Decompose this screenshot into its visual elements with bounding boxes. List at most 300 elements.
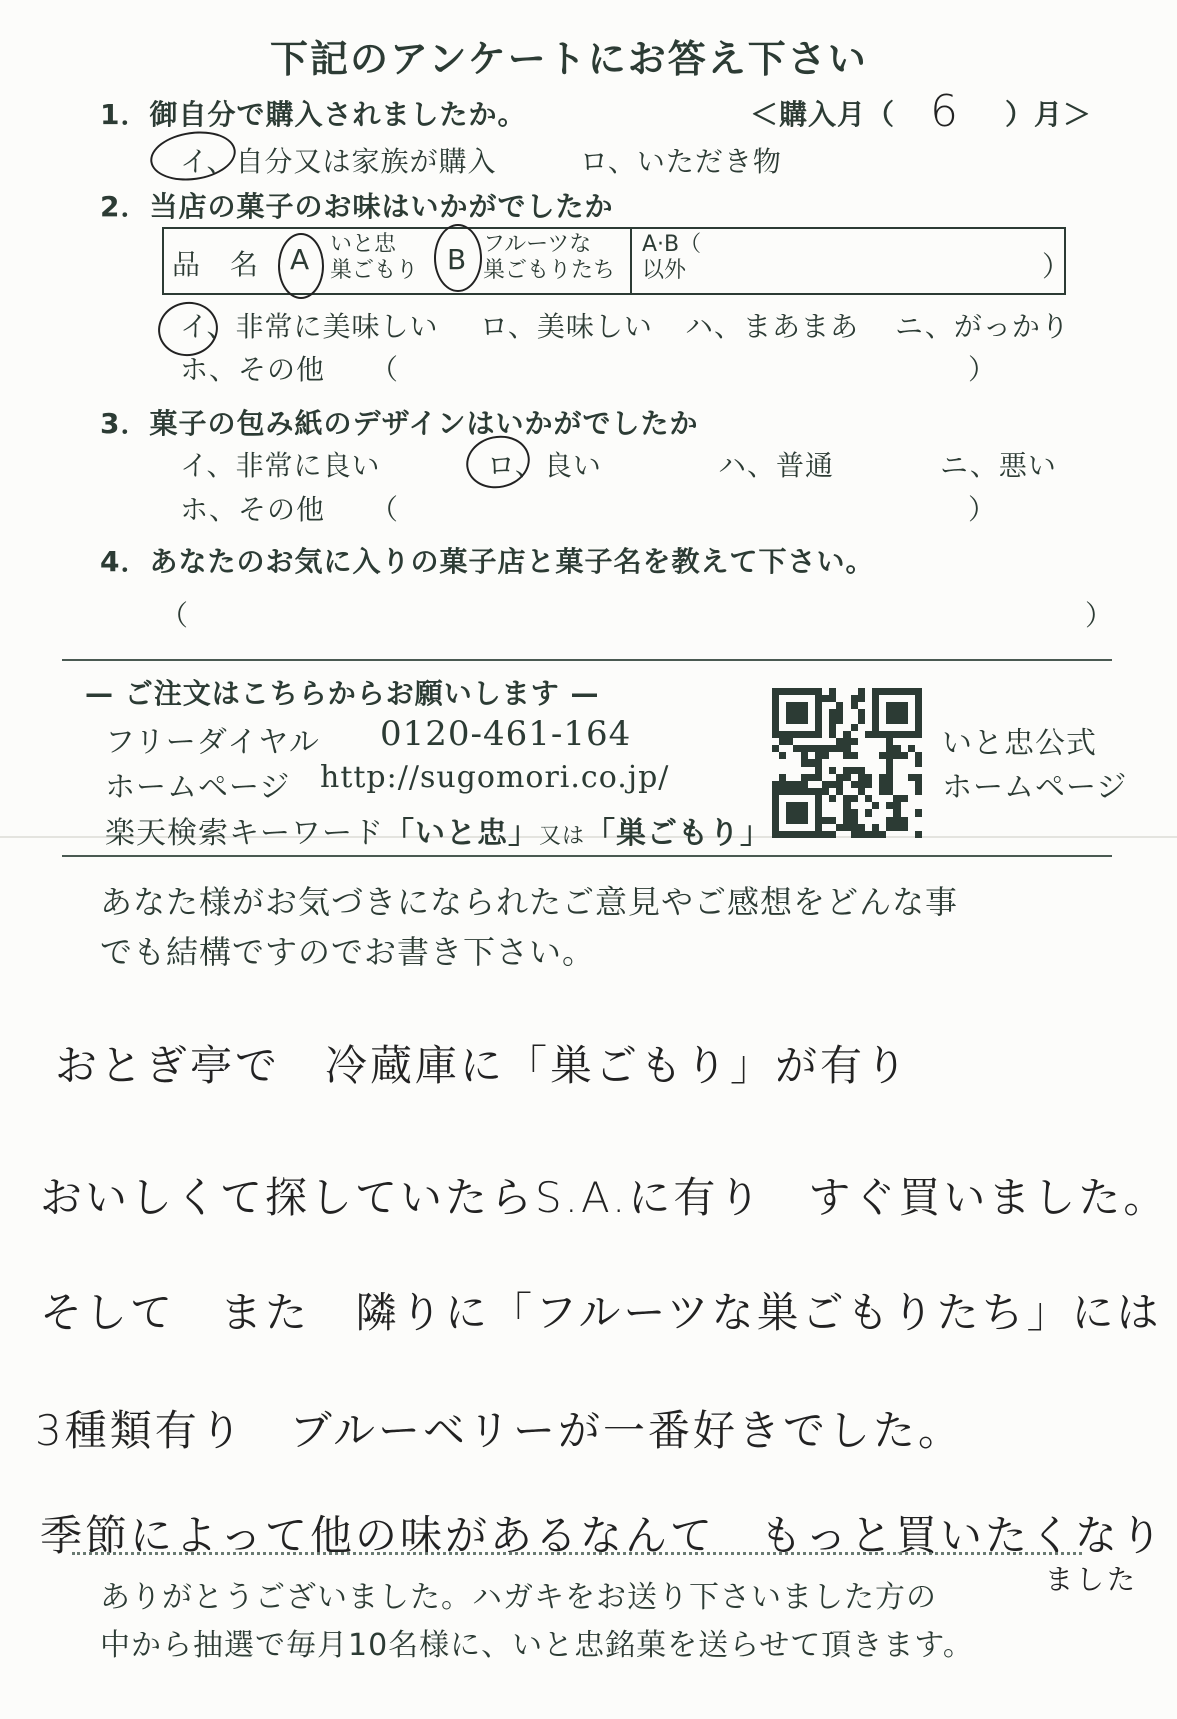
qr-module <box>836 831 843 838</box>
qr-module <box>801 759 808 766</box>
qr-module <box>886 817 893 824</box>
qr-module <box>858 767 865 774</box>
qr-module <box>815 709 822 716</box>
qr-module <box>901 802 908 809</box>
qr-module <box>851 831 858 838</box>
qr-module <box>858 831 865 838</box>
qr-module <box>851 781 858 788</box>
qr-module <box>808 688 815 695</box>
q2-option-i: イ、非常に美味しい <box>180 310 439 343</box>
qr-module <box>779 731 786 738</box>
qr-module <box>879 802 886 809</box>
qr-module <box>786 717 793 724</box>
q2-option-ha: ハ、まあまあ <box>685 310 860 343</box>
qr-module <box>901 731 908 738</box>
qr-module <box>822 724 829 731</box>
qr-module <box>829 759 836 766</box>
qr-module <box>815 809 822 816</box>
qr-module <box>843 717 850 724</box>
qr-module <box>829 688 836 695</box>
qr-module <box>829 809 836 816</box>
qr-module <box>801 788 808 795</box>
handwritten-line-5: 季節によって他の味があるなんて もっと買いたくなり <box>40 1511 1166 1560</box>
qr-module <box>772 809 779 816</box>
qr-module <box>872 709 879 716</box>
qr-module <box>786 759 793 766</box>
qr-module <box>779 809 786 816</box>
qr-module <box>908 702 915 709</box>
qr-module <box>822 738 829 745</box>
qr-module <box>893 759 900 766</box>
qr-module <box>815 724 822 731</box>
qr-module <box>779 788 786 795</box>
qr-module <box>801 802 808 809</box>
qr-module <box>793 824 800 831</box>
qr-module <box>858 809 865 816</box>
qr-module <box>915 809 922 816</box>
qr-module <box>801 767 808 774</box>
qr-module <box>808 695 815 702</box>
qr-module <box>808 738 815 745</box>
qr-module <box>779 724 786 731</box>
qr-module <box>801 817 808 824</box>
qr-module <box>886 774 893 781</box>
qr-module <box>865 738 872 745</box>
qr-module <box>801 738 808 745</box>
qr-module <box>772 788 779 795</box>
qr-module <box>822 752 829 759</box>
qr-module <box>858 788 865 795</box>
qr-module <box>858 709 865 716</box>
qr-module <box>858 774 865 781</box>
qr-module <box>772 695 779 702</box>
qr-module <box>793 695 800 702</box>
qr-module <box>808 702 815 709</box>
qr-module <box>793 767 800 774</box>
qr-module <box>793 759 800 766</box>
qr-module <box>801 724 808 731</box>
qr-module <box>879 709 886 716</box>
qr-module <box>915 688 922 695</box>
q3-option-ni: ニ、悪い <box>940 449 1057 482</box>
qr-module <box>815 688 822 695</box>
qr-module <box>865 731 872 738</box>
qr-module <box>872 717 879 724</box>
qr-module <box>872 831 879 838</box>
qr-module <box>865 809 872 816</box>
qr-module <box>793 831 800 838</box>
purchase-month-label: ＜購入月（ ）月＞ <box>750 98 1093 131</box>
qr-module <box>851 738 858 745</box>
qr-module <box>786 695 793 702</box>
product-b-mark: B <box>447 243 468 276</box>
qr-module <box>815 738 822 745</box>
qr-module <box>879 688 886 695</box>
qr-module <box>908 709 915 716</box>
qr-module <box>901 745 908 752</box>
qr-module <box>815 702 822 709</box>
qr-module <box>901 824 908 831</box>
qr-module <box>829 802 836 809</box>
purchase-month-value: 6 <box>930 86 961 137</box>
qr-module <box>801 745 808 752</box>
qr-module <box>836 717 843 724</box>
q3-option-ha: ハ、普通 <box>718 449 835 482</box>
qr-module <box>801 824 808 831</box>
qr-module <box>793 702 800 709</box>
qr-module <box>843 702 850 709</box>
qr-module <box>808 795 815 802</box>
qr-module <box>915 781 922 788</box>
product-name-label: 品 名 <box>172 248 260 281</box>
qr-module <box>901 774 908 781</box>
qr-module <box>779 717 786 724</box>
qr-module <box>915 774 922 781</box>
qr-module <box>858 795 865 802</box>
qr-module <box>843 724 850 731</box>
qr-module <box>793 795 800 802</box>
qr-module <box>815 767 822 774</box>
qr-module <box>901 738 908 745</box>
qr-module <box>893 745 900 752</box>
qr-module <box>815 717 822 724</box>
qr-module <box>886 731 893 738</box>
qr-module <box>801 781 808 788</box>
qr-module <box>786 774 793 781</box>
qr-module <box>786 831 793 838</box>
q3-option-i: イ、非常に良い <box>180 449 381 482</box>
qr-module <box>815 817 822 824</box>
qr-module <box>901 809 908 816</box>
qr-module <box>901 702 908 709</box>
qr-module <box>908 717 915 724</box>
qr-module <box>872 738 879 745</box>
qr-module <box>793 738 800 745</box>
qr-module <box>908 759 915 766</box>
qr-module <box>872 695 879 702</box>
qr-module <box>886 745 893 752</box>
qr-module <box>836 752 843 759</box>
qr-module <box>786 731 793 738</box>
qr-module <box>879 809 886 816</box>
qr-module <box>886 702 893 709</box>
qr-module <box>893 795 900 802</box>
qr-module <box>851 731 858 738</box>
qr-module <box>808 788 815 795</box>
qr-module <box>865 774 872 781</box>
qr-module <box>836 824 843 831</box>
qr-module <box>786 709 793 716</box>
comments-prompt-line1: あなた様がお気づきになられたご意見やご感想をどんな事 <box>100 883 959 921</box>
qr-module <box>786 802 793 809</box>
qr-module <box>858 702 865 709</box>
qr-module <box>793 809 800 816</box>
qr-module <box>872 802 879 809</box>
comments-prompt-line2: でも結構ですのでお書き下さい。 <box>100 933 596 971</box>
qr-module <box>879 759 886 766</box>
qr-module <box>801 702 808 709</box>
qr-module <box>829 788 836 795</box>
qr-module <box>808 745 815 752</box>
qr-module <box>908 738 915 745</box>
qr-module <box>851 788 858 795</box>
qr-module <box>851 767 858 774</box>
q2-option-ho: ホ、その他 <box>180 353 326 386</box>
qr-module <box>801 795 808 802</box>
paren-close: ） <box>968 493 998 526</box>
qr-module <box>843 752 850 759</box>
qr-module <box>822 788 829 795</box>
qr-module <box>901 759 908 766</box>
product-a-name: いと忠 巣ごもり <box>330 232 419 283</box>
qr-module <box>879 817 886 824</box>
qr-module <box>822 717 829 724</box>
qr-module <box>879 695 886 702</box>
qr-module <box>815 824 822 831</box>
qr-module <box>786 724 793 731</box>
qr-module <box>772 767 779 774</box>
qr-module <box>893 817 900 824</box>
qr-module <box>843 731 850 738</box>
qr-module <box>772 702 779 709</box>
qr-module <box>822 809 829 816</box>
qr-module <box>836 745 843 752</box>
qr-module <box>908 767 915 774</box>
qr-module <box>879 752 886 759</box>
homepage-url[interactable]: http://sugomori.co.jp/ <box>320 760 670 795</box>
handwritten-line-6: ました <box>1045 1563 1139 1596</box>
qr-module <box>908 809 915 816</box>
qr-module <box>779 795 786 802</box>
qr-module <box>779 824 786 831</box>
qr-module <box>858 717 865 724</box>
qr-module <box>815 745 822 752</box>
qr-module <box>793 717 800 724</box>
qr-module <box>829 731 836 738</box>
qr-module <box>872 688 879 695</box>
qr-module <box>822 802 829 809</box>
qr-module <box>822 702 829 709</box>
qr-module <box>886 738 893 745</box>
qr-module <box>886 688 893 695</box>
qr-module <box>793 817 800 824</box>
qr-module <box>858 759 865 766</box>
qr-module <box>801 752 808 759</box>
qr-module <box>858 817 865 824</box>
qr-module <box>836 695 843 702</box>
product-b-name: フルーツな 巣ごもりたち <box>483 232 616 283</box>
qr-module <box>772 802 779 809</box>
qr-module <box>829 709 836 716</box>
qr-module <box>836 809 843 816</box>
qr-module <box>858 781 865 788</box>
qr-module <box>836 781 843 788</box>
qr-module <box>829 795 836 802</box>
qr-module <box>872 724 879 731</box>
qr-module <box>808 817 815 824</box>
qr-module <box>886 759 893 766</box>
qr-module <box>829 752 836 759</box>
qr-module <box>815 731 822 738</box>
qr-module <box>908 788 915 795</box>
qr-module <box>865 695 872 702</box>
qr-module <box>879 795 886 802</box>
qr-module <box>843 824 850 831</box>
qr-module <box>872 767 879 774</box>
qr-code-icon[interactable] <box>772 688 922 838</box>
qr-module <box>858 738 865 745</box>
qr-module <box>886 709 893 716</box>
qr-module <box>872 781 879 788</box>
qr-module <box>779 709 786 716</box>
qr-module <box>843 788 850 795</box>
qr-module <box>908 831 915 838</box>
qr-module <box>779 702 786 709</box>
divider <box>62 855 1112 857</box>
qr-module <box>836 767 843 774</box>
qr-module <box>879 731 886 738</box>
qr-module <box>908 795 915 802</box>
qr-module <box>915 738 922 745</box>
qr-module <box>858 824 865 831</box>
qr-module <box>836 731 843 738</box>
selection-circle <box>278 233 324 299</box>
qr-module <box>879 774 886 781</box>
qr-module <box>822 817 829 824</box>
qr-module <box>893 752 900 759</box>
qr-module <box>858 802 865 809</box>
qr-module <box>865 724 872 731</box>
qr-module <box>893 709 900 716</box>
q2-option-ni: ニ、がっかり <box>895 310 1070 343</box>
qr-module <box>779 688 786 695</box>
qr-module <box>872 745 879 752</box>
qr-module <box>851 688 858 695</box>
qr-module <box>801 831 808 838</box>
qr-module <box>808 752 815 759</box>
qr-module <box>836 817 843 824</box>
qr-module <box>772 709 779 716</box>
qr-module <box>901 688 908 695</box>
selection-circle <box>434 224 482 292</box>
qr-module <box>829 717 836 724</box>
qr-module <box>793 774 800 781</box>
qr-module <box>872 824 879 831</box>
qr-module <box>786 745 793 752</box>
qr-module <box>893 809 900 816</box>
qr-module <box>872 817 879 824</box>
qr-module <box>879 717 886 724</box>
qr-module <box>808 731 815 738</box>
qr-module <box>851 709 858 716</box>
qr-module <box>822 824 829 831</box>
qr-module <box>822 767 829 774</box>
qr-module <box>886 831 893 838</box>
qr-module <box>865 802 872 809</box>
qr-module <box>808 802 815 809</box>
qr-module <box>872 809 879 816</box>
qr-module <box>801 688 808 695</box>
qr-module <box>822 774 829 781</box>
qr-module <box>836 709 843 716</box>
qr-module <box>829 702 836 709</box>
qr-module <box>801 809 808 816</box>
qr-module <box>851 809 858 816</box>
qr-module <box>786 809 793 816</box>
table-divider <box>630 227 632 295</box>
qr-module <box>886 802 893 809</box>
qr-module <box>822 709 829 716</box>
qr-module <box>865 831 872 838</box>
dotted-divider <box>72 1552 1082 1555</box>
qr-module <box>915 731 922 738</box>
qr-module <box>786 738 793 745</box>
qr-module <box>865 745 872 752</box>
qr-module <box>893 767 900 774</box>
qr-module <box>893 695 900 702</box>
handwritten-line-1: おとぎ亭で 冷蔵庫に「巣ごもり」が有り <box>55 1041 911 1090</box>
paren-open: （ <box>160 599 190 632</box>
qr-module <box>822 759 829 766</box>
qr-module <box>843 745 850 752</box>
qr-module <box>893 738 900 745</box>
qr-module <box>829 738 836 745</box>
qr-module <box>872 702 879 709</box>
qr-module <box>886 752 893 759</box>
qr-module <box>893 824 900 831</box>
qr-module <box>822 695 829 702</box>
qr-module <box>815 695 822 702</box>
qr-module <box>793 731 800 738</box>
q1-option-ro: ロ、いただき物 <box>580 145 782 178</box>
qr-module <box>772 724 779 731</box>
qr-module <box>822 688 829 695</box>
qr-module <box>872 731 879 738</box>
paren-open: （ <box>370 493 400 526</box>
qr-module <box>772 745 779 752</box>
qr-module <box>851 824 858 831</box>
qr-module <box>915 788 922 795</box>
qr-module <box>772 824 779 831</box>
qr-module <box>893 724 900 731</box>
qr-module <box>886 717 893 724</box>
phone-number: 0120-461-164 <box>380 714 632 754</box>
qr-module <box>858 724 865 731</box>
qr-module <box>836 795 843 802</box>
qr-module <box>908 824 915 831</box>
paren-close: ） <box>1085 599 1115 632</box>
qr-module <box>836 759 843 766</box>
qr-module <box>822 831 829 838</box>
qr-module <box>772 781 779 788</box>
qr-module <box>915 802 922 809</box>
qr-module <box>879 788 886 795</box>
qr-module <box>872 795 879 802</box>
qr-module <box>815 831 822 838</box>
qr-module <box>915 831 922 838</box>
qr-module <box>893 831 900 838</box>
divider <box>62 659 1112 661</box>
qr-module <box>822 795 829 802</box>
qr-module <box>786 767 793 774</box>
qr-module <box>908 695 915 702</box>
qr-module <box>815 774 822 781</box>
qr-module <box>879 724 886 731</box>
qr-module <box>843 831 850 838</box>
qr-module <box>829 781 836 788</box>
qr-module <box>908 724 915 731</box>
q3-option-ro: ロ、良い <box>487 449 602 482</box>
